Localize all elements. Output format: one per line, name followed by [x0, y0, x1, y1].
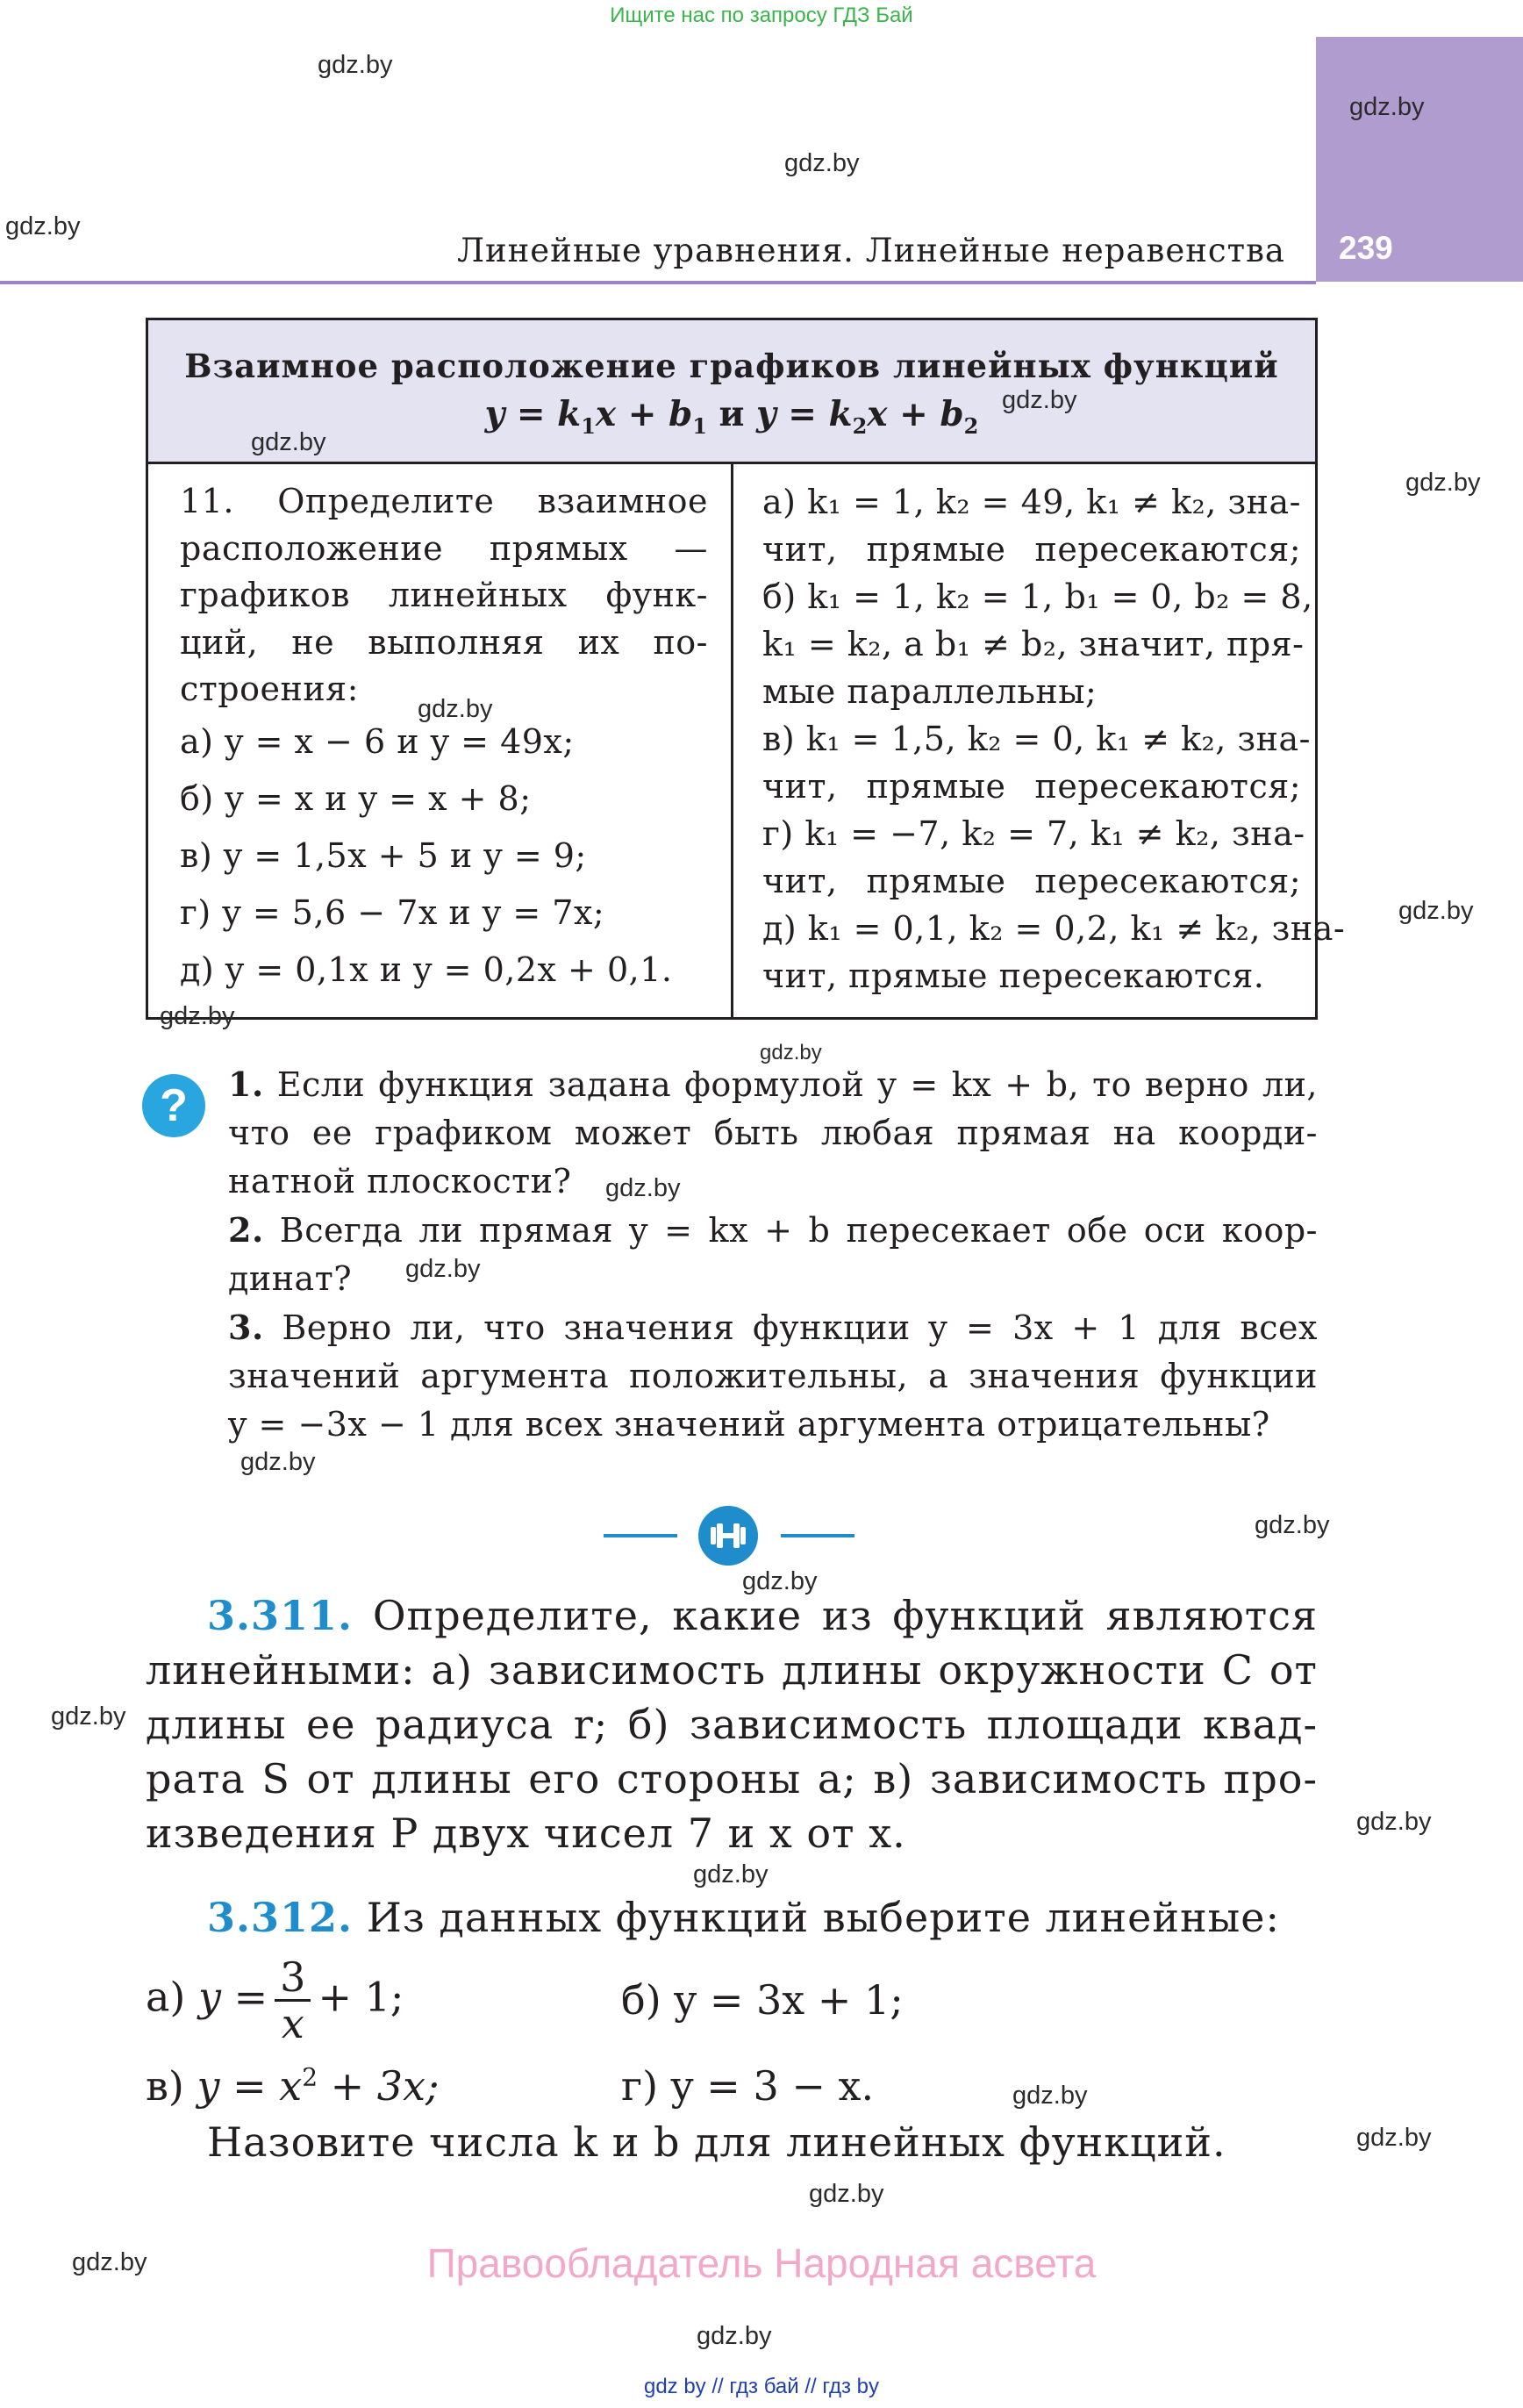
option-formula-tail: + 3x;: [318, 2062, 440, 2110]
answer-line: чит, прямые пересекаются.: [762, 957, 1265, 995]
copyright-footer: Правообладатель Народная асвета: [426, 2240, 1097, 2286]
question-text: y = −3x − 1 для всех значений аргумента отрицательны?: [228, 1405, 1270, 1444]
task-line: 11. Определите взаимное: [180, 482, 708, 520]
answer-line: чит, прямые пересекаются;: [762, 530, 1301, 569]
answer-line: чит, прямые пересекаются;: [762, 767, 1301, 806]
watermark: gdz.by: [251, 428, 326, 456]
option-label: а): [146, 1973, 186, 2021]
watermark: gdz.by: [742, 1567, 818, 1595]
divider-line-right: [781, 1534, 854, 1537]
dumbbell-icon: [698, 1506, 758, 1566]
running-title: Линейные уравнения. Линейные неравенства: [457, 232, 1285, 269]
watermark: gdz.by: [418, 695, 493, 723]
watermark: gdz.by: [605, 1174, 681, 1202]
question-text: Верно ли, что значения функции y = 3x + 1 для всех: [282, 1308, 1318, 1347]
formula-part: x + b: [595, 394, 693, 434]
formula-part: y = k: [756, 394, 853, 434]
task-line: ций, не выполняя их по-: [180, 622, 708, 662]
question-line: [228, 1206, 1318, 1255]
question-line: [228, 1109, 1318, 1157]
question-text: динат?: [228, 1259, 353, 1298]
option-formula: y =: [198, 1973, 268, 2021]
question-number: 3.: [228, 1308, 264, 1347]
watermark: gdz.by: [693, 1860, 769, 1888]
task-item: г) y = 5,6 − 7x и y = 7x;: [180, 892, 605, 932]
top-banner: Ищите нас по запросу ГДЗ Бай: [610, 4, 913, 27]
question-line: [228, 1303, 1318, 1352]
exercise-3-311: [146, 1588, 1318, 1860]
option-g: г) y = 3 − x.: [621, 2062, 875, 2110]
dumbbell-glyph: [698, 1506, 758, 1566]
watermark: gdz.by: [760, 1041, 822, 1064]
formula-part: y = k: [484, 394, 582, 434]
watermark: gdz.by: [784, 149, 860, 177]
fraction-denominator: x: [281, 2000, 304, 2047]
question-number: 1.: [228, 1064, 264, 1104]
formula-conj: и: [706, 394, 757, 434]
task-line: графиков линейных функ-: [180, 576, 708, 614]
divider-line-left: [604, 1534, 677, 1537]
question-line: [228, 1401, 1318, 1449]
watermark: gdz.by: [405, 1255, 481, 1283]
question-text: Если функция задана формулой y = kx + b, то верно ли,: [276, 1065, 1318, 1104]
fraction: [275, 1955, 311, 2046]
table-title: Взаимное расположение графиков линейных функций: [184, 347, 1279, 385]
exercise-line: длины ее радиуса r; б) зависимость площади квад-: [146, 1701, 1318, 1748]
formula-sub: 2: [852, 412, 868, 439]
task-item: а) y = x − 6 и y = 49x;: [180, 721, 575, 761]
exercise-line: изведения P двух чисел 7 и x от x.: [146, 1810, 906, 1857]
watermark: gdz.by: [72, 2248, 147, 2276]
exercise-text: Определите, какие из функций являются: [372, 1592, 1318, 1639]
answer-line: в) k₁ = 1,5, k₂ = 0, k₁ ≠ k₂, зна-: [762, 720, 1311, 758]
answer-line: мые параллельны;: [762, 672, 1098, 711]
watermark: gdz.by: [1012, 2082, 1088, 2110]
watermark: gdz.by: [1356, 2124, 1432, 2152]
formula-part: x + b: [867, 394, 964, 434]
option-formula: y = x: [197, 2062, 303, 2110]
watermark: gdz.by: [5, 212, 81, 240]
question-text: натной плоскости?: [228, 1162, 572, 1200]
answer-line: а) k₁ = 1, k₂ = 49, k₁ ≠ k₂, зна-: [762, 483, 1301, 521]
watermark: gdz.by: [1002, 386, 1077, 414]
option-v: [146, 2062, 440, 2110]
watermark: gdz.by: [697, 2322, 772, 2350]
question-line: [228, 1060, 1318, 1109]
watermark: gdz.by: [1255, 1511, 1330, 1539]
answer-line: д) k₁ = 0,1, k₂ = 0,2, k₁ ≠ k₂, зна-: [762, 909, 1346, 948]
option-exponent: 2: [302, 2062, 318, 2092]
task-item: д) y = 0,1x и y = 0,2x + 0,1.: [180, 950, 673, 989]
exercise-line: линейными: а) зависимость длины окружности C от: [146, 1646, 1318, 1694]
watermark: gdz.by: [160, 1002, 235, 1030]
watermark: gdz.by: [1405, 469, 1481, 497]
question-line: [228, 1352, 1318, 1401]
page-number: 239: [1339, 230, 1393, 266]
bottom-banner: gdz by // гдз бай // гдз by: [643, 2375, 880, 2398]
task-line: строения:: [180, 670, 359, 708]
option-a: [146, 1955, 404, 2046]
table-task-cell: [180, 478, 708, 999]
option-label: в): [146, 2062, 184, 2110]
watermark: gdz.by: [809, 2180, 884, 2208]
exercise-text: Из данных функций выберите линейные:: [366, 1894, 1280, 1941]
task-item: б) y = x и y = x + 8;: [180, 778, 532, 818]
summary-table: [146, 318, 1346, 1020]
question-text: значений аргумента положительны, а значения функции: [228, 1357, 1318, 1395]
option-b: б) y = 3x + 1;: [621, 1976, 904, 2024]
task-line: расположение прямых —: [180, 528, 708, 568]
header-rule: [0, 281, 1316, 284]
table-column-divider: [731, 462, 733, 1018]
watermark: gdz.by: [51, 1702, 126, 1731]
question-line: [228, 1157, 1318, 1206]
answer-line: б) k₁ = 1, k₂ = 1, b₁ = 0, b₂ = 8,: [762, 577, 1313, 616]
exercise-number: 3.311.: [207, 1592, 354, 1639]
answer-line: г) k₁ = −7, k₂ = 7, k₁ ≠ k₂, зна-: [762, 814, 1305, 853]
watermark: gdz.by: [1349, 93, 1425, 121]
answer-line: чит, прямые пересекаются;: [762, 862, 1301, 900]
review-questions: [228, 1060, 1318, 1449]
question-line: [228, 1255, 1318, 1303]
watermark: gdz.by: [1356, 1808, 1432, 1836]
answer-line: k₁ = k₂, а b₁ ≠ b₂, значит, пря-: [762, 625, 1305, 663]
watermark: gdz.by: [1398, 897, 1474, 925]
question-text: что ее графиком может быть любая прямая на коорди-: [228, 1114, 1318, 1152]
question-text: Всегда ли прямая y = kx + b пересекает обе оси коор-: [279, 1211, 1318, 1250]
watermark: gdz.by: [318, 51, 393, 79]
formula-sub: 1: [692, 412, 707, 439]
watermark: gdz.by: [240, 1448, 316, 1476]
question-number: 2.: [228, 1210, 264, 1250]
task-item: в) y = 1,5x + 5 и y = 9;: [180, 835, 587, 875]
exercise-number: 3.312.: [207, 1894, 354, 1941]
formula-sub: 2: [963, 412, 979, 439]
exercise-line: [146, 1588, 1318, 1643]
option-formula-tail: + 1;: [318, 1973, 404, 2021]
exercise-line: рата S от длины его стороны a; в) зависимость про-: [146, 1755, 1318, 1802]
question-icon: ?: [142, 1074, 205, 1137]
formula-sub: 1: [581, 412, 596, 439]
exercise-closing-text: Назовите числа k и b для линейных функций.: [207, 2118, 1226, 2166]
table-answer-cell: [762, 478, 1346, 1000]
fraction-numerator: 3: [275, 1955, 311, 2002]
exercise-3-312: [207, 1890, 1348, 1945]
